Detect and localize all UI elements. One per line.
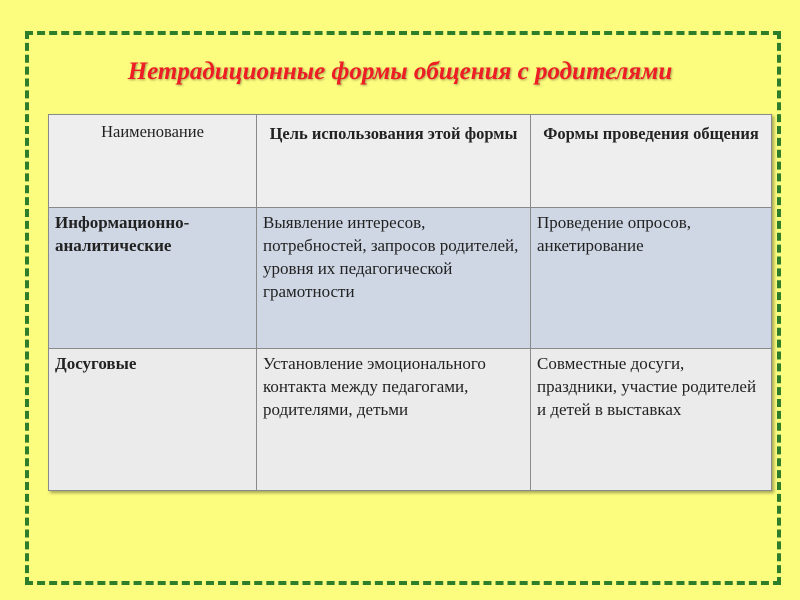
header-name: Наименование (49, 115, 257, 208)
header-goal: Цель использования этой формы (257, 115, 531, 208)
table-header-row (49, 115, 772, 208)
row-goal-cell: Установление эмоционального контакта между педагогами, родителями, детьми (257, 349, 531, 491)
page-title: Нетрадиционные формы общения с родителями (127, 58, 673, 85)
table-row (49, 208, 772, 349)
row-forms-cell: Совместные досуги, праздники, участие родителей и детей в выставках (531, 349, 772, 491)
communication-forms-table (48, 114, 772, 491)
row-name-cell: Досуговые (49, 349, 257, 491)
row-name-cell: Информационно-аналитические (49, 208, 257, 349)
row-goal-cell: Выявление интересов, потребностей, запросов родителей, уровня их педагогической грамотности (257, 208, 531, 349)
header-forms: Формы проведения общения (531, 115, 772, 208)
table-row (49, 349, 772, 491)
row-forms-cell: Проведение опросов, анкетирование (531, 208, 772, 349)
